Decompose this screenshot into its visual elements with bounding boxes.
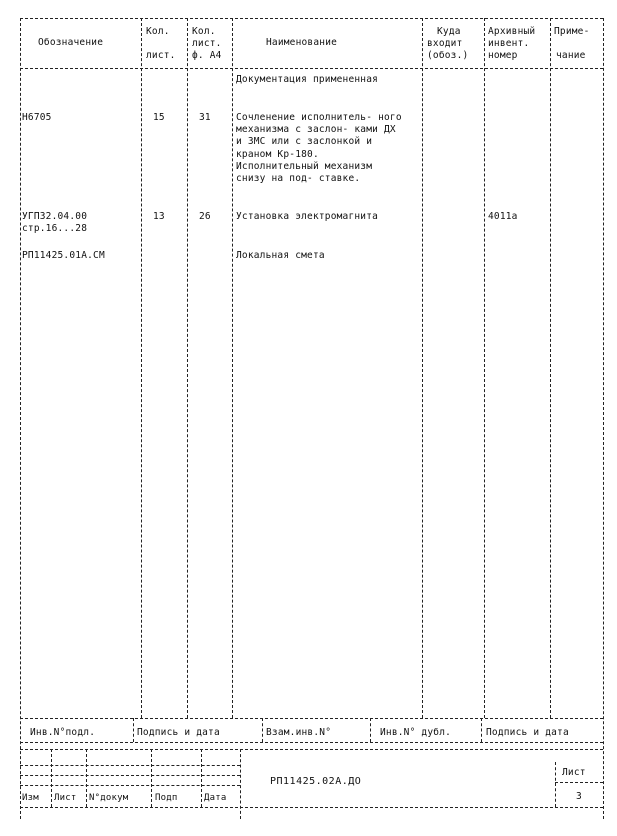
col-divider-5 bbox=[484, 18, 485, 718]
header-note-2: чание bbox=[556, 50, 586, 61]
stamp-sign-date-2: Подпись и дата bbox=[486, 727, 569, 738]
header-archive-2: инвент. bbox=[488, 38, 530, 49]
title-divider-sheet bbox=[555, 762, 556, 807]
header-where-used-1: Куда bbox=[437, 26, 461, 37]
header-where-used-2: входит bbox=[427, 38, 463, 49]
row-2-name: Установка электромагнита bbox=[236, 211, 379, 222]
row-1-name: Сочленение исполнитель- ного механизма с заслон- ками ДХ и ЗМС или с заслонкой и краном Кр-180. Исполнительный механизм снизу на под- ставке. bbox=[236, 112, 402, 185]
sheet-number: 3 bbox=[576, 791, 582, 802]
row-2-a4: 26 bbox=[199, 211, 211, 222]
header-sheets-a4-1: Кол. bbox=[192, 26, 216, 37]
title-izm: Изм bbox=[22, 793, 39, 803]
row-2-archive: 4011а bbox=[488, 211, 518, 222]
header-sheets-a4-3: ф. А4 bbox=[192, 50, 222, 61]
header-designation: Обозначение bbox=[38, 37, 104, 48]
title-divider-podp bbox=[201, 749, 202, 807]
title-divider-list bbox=[86, 749, 87, 807]
title-podp: Подп bbox=[155, 793, 178, 803]
col-divider-2 bbox=[187, 18, 188, 718]
row-0-name: Документация примененная bbox=[236, 74, 379, 85]
sheet-cell-line bbox=[555, 782, 603, 783]
header-sheets-a4-2: лист. bbox=[192, 38, 222, 49]
header-archive-3: номер bbox=[488, 50, 518, 61]
title-divider-izm bbox=[51, 749, 52, 807]
col-divider-6 bbox=[550, 18, 551, 718]
stamp-inv-dubl: Инв.N° дубл. bbox=[380, 727, 452, 738]
stamp-row-extra-line bbox=[20, 749, 603, 750]
top-border bbox=[20, 18, 603, 19]
stamp-divider-2 bbox=[262, 718, 263, 742]
title-block-line-3 bbox=[20, 785, 240, 786]
stamp-row-bottom-line bbox=[20, 742, 603, 743]
title-divider-dokum bbox=[151, 749, 152, 807]
header-where-used-3: (обоз.) bbox=[427, 50, 469, 61]
stamp-divider-1 bbox=[133, 718, 134, 742]
row-3-name: Локальная смета bbox=[236, 250, 325, 261]
title-list: Лист bbox=[54, 793, 77, 803]
stamp-vzam-inv: Взам.инв.N° bbox=[266, 727, 332, 738]
stamp-sign-date-1: Подпись и дата bbox=[137, 727, 220, 738]
header-name: Наименование bbox=[266, 37, 338, 48]
title-n-dokum: N°докум bbox=[89, 793, 129, 803]
bottom-border bbox=[20, 807, 603, 808]
sheet-label: Лист bbox=[562, 767, 586, 778]
col-divider-1 bbox=[141, 18, 142, 718]
stamp-inv-podl: Инв.N°подл. bbox=[30, 727, 96, 738]
col-divider-3 bbox=[232, 18, 233, 718]
left-border bbox=[20, 18, 21, 819]
header-sheets-count-1: Кол. bbox=[146, 26, 170, 37]
title-block-line-2 bbox=[20, 775, 240, 776]
table-bottom-line bbox=[20, 718, 603, 719]
row-1-a4: 31 bbox=[199, 112, 211, 123]
header-note-1: Приме- bbox=[554, 26, 590, 37]
row-2-designation: УГП32.04.00 стр.16...28 bbox=[22, 211, 88, 234]
stamp-divider-4 bbox=[481, 718, 482, 742]
title-divider-data bbox=[240, 749, 241, 819]
header-archive-1: Архивный bbox=[488, 26, 536, 37]
document-code: РП11425.02А.ДО bbox=[270, 776, 362, 787]
col-divider-4 bbox=[422, 18, 423, 718]
row-3-designation: РП11425.01А.СМ bbox=[22, 250, 105, 261]
header-sheets-count-2: лист. bbox=[146, 50, 176, 61]
title-data: Дата bbox=[204, 793, 227, 803]
right-border bbox=[603, 18, 604, 819]
row-1-designation: Н6705 bbox=[22, 112, 52, 123]
title-block-line-1 bbox=[20, 765, 240, 766]
header-bottom-line bbox=[20, 68, 603, 69]
row-1-sheets: 15 bbox=[153, 112, 165, 123]
row-2-sheets: 13 bbox=[153, 211, 165, 222]
stamp-divider-3 bbox=[370, 718, 371, 742]
